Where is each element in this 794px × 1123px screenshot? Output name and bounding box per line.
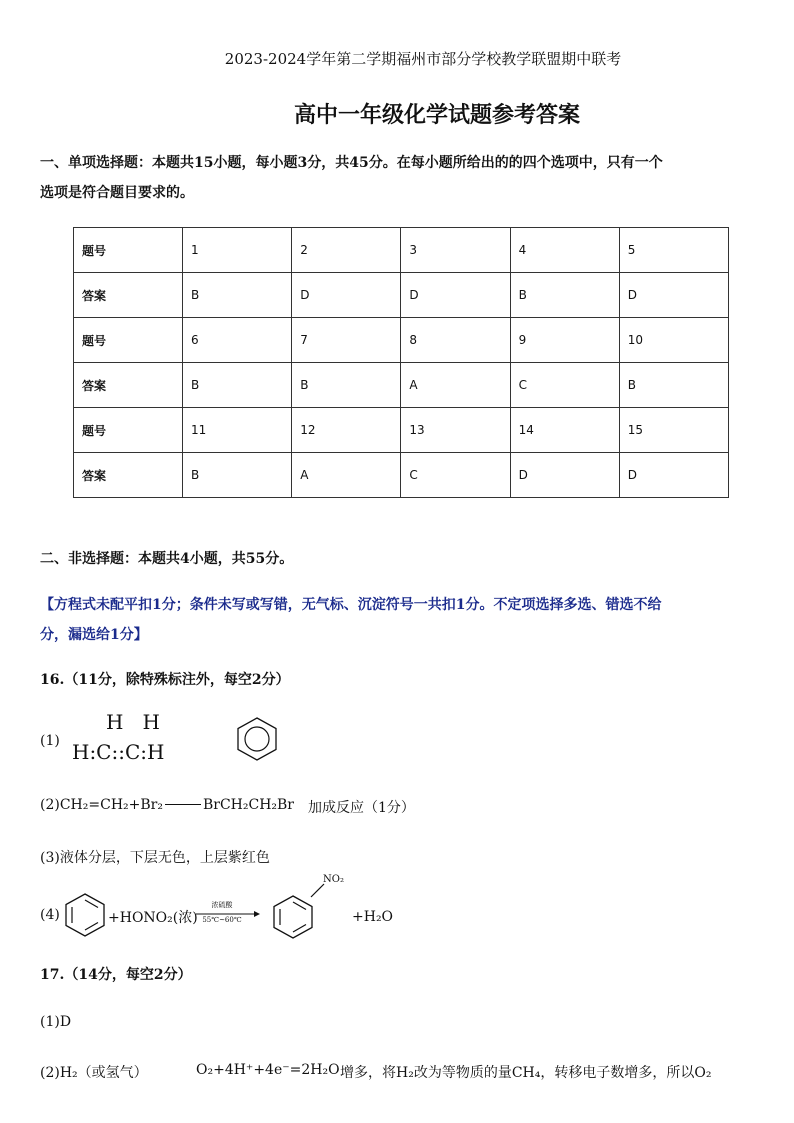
table-cell: 3 xyxy=(401,228,510,273)
table-cell: 7 xyxy=(292,318,401,363)
q16-part4-reagent: +HONO₂(浓) xyxy=(108,910,198,926)
scoring-note-line2: 分，漏选给1分】 xyxy=(40,627,148,643)
table-cell: 8 xyxy=(401,318,510,363)
table-cell: 15 xyxy=(619,408,728,453)
table-cell: D xyxy=(619,453,728,498)
table-cell: B xyxy=(619,363,728,408)
q16-part4-water: +H₂O xyxy=(352,909,394,925)
q16-part2-reactants: CH₂=CH₂+Br₂ xyxy=(59,797,163,813)
table-cell: B xyxy=(292,363,401,408)
lewis-main-row: H:C::C:H xyxy=(72,740,165,764)
table-cell: 1 xyxy=(183,228,292,273)
q16-header: 16.（11分，除特殊标注外，每空2分） xyxy=(40,672,290,688)
exam-title: 2023-2024学年第二学期福州市部分学校教学联盟期中联考 xyxy=(224,50,622,68)
table-cell: D xyxy=(292,273,401,318)
table-row-header-cell: 题号 xyxy=(74,228,183,273)
document-title: 高中一年级化学试题参考答案 xyxy=(293,102,580,128)
table-cell: 9 xyxy=(510,318,619,363)
table-row xyxy=(74,228,729,273)
table-cell: D xyxy=(401,273,510,318)
table-row-header-cell: 答案 xyxy=(74,273,183,318)
table-cell: D xyxy=(510,453,619,498)
q16-part3: (3)液体分层，下层无色，上层紫红色 xyxy=(40,850,270,866)
table-cell: A xyxy=(401,363,510,408)
table-cell: B xyxy=(183,453,292,498)
q16-part4-label: (4) xyxy=(40,907,60,923)
q17-part1: (1)D xyxy=(40,1014,72,1030)
nitrobenzene-ring-icon xyxy=(270,894,316,940)
table-cell: C xyxy=(401,453,510,498)
table-cell: B xyxy=(510,273,619,318)
reaction-arrow-icon xyxy=(165,804,201,805)
q16-part2 xyxy=(40,797,294,813)
q17-header: 17.（14分，每空2分） xyxy=(40,967,192,983)
q16-part2-label: (2) xyxy=(40,797,60,813)
section1-intro-line1: 一、单项选择题：本题共15小题，每小题3分，共45分。在每小题所给出的的四个选项中，只有一个 xyxy=(40,155,663,171)
table-cell: 11 xyxy=(183,408,292,453)
benzene-reactant-icon xyxy=(62,892,108,938)
table-row xyxy=(74,318,729,363)
nitro-group-label: NO₂ xyxy=(323,874,344,885)
table-cell: 12 xyxy=(292,408,401,453)
table-cell: 14 xyxy=(510,408,619,453)
table-row-header-cell: 题号 xyxy=(74,318,183,363)
table-cell: B xyxy=(183,363,292,408)
table-row-header-cell: 答案 xyxy=(74,363,183,408)
table-cell: C xyxy=(510,363,619,408)
table-cell: A xyxy=(292,453,401,498)
table-cell: D xyxy=(619,273,728,318)
table-cell: 6 xyxy=(183,318,292,363)
section2-intro: 二、非选择题：本题共4小题，共55分。 xyxy=(40,551,294,567)
table-cell: 2 xyxy=(292,228,401,273)
q17-part2-text: 增多，将H₂改为等物质的量CH₄，转移电子数增多，所以O₂ xyxy=(340,1065,712,1081)
table-row xyxy=(74,363,729,408)
benzene-ring-icon xyxy=(234,716,280,762)
table-row xyxy=(74,273,729,318)
answer-table xyxy=(73,227,729,498)
arrow-condition-bottom: 55℃~60℃ xyxy=(202,916,242,924)
q17-part2-label: (2)H₂（或氢气） xyxy=(40,1065,148,1081)
table-cell: 13 xyxy=(401,408,510,453)
table-cell: 5 xyxy=(619,228,728,273)
q16-part1-label: (1) xyxy=(40,733,60,749)
q16-part2-type: 加成反应（1分） xyxy=(308,800,415,816)
table-cell: 4 xyxy=(510,228,619,273)
ethylene-electron-formula xyxy=(72,710,192,770)
lewis-top-hydrogens: H H xyxy=(106,710,160,734)
arrow-condition-top: 浓硫酸 xyxy=(211,901,233,909)
q17-part2-equation: O₂+4H⁺+4e⁻=2H₂O xyxy=(196,1062,340,1078)
section1-intro-line2: 选项是符合题目要求的。 xyxy=(40,185,194,201)
scoring-note-line1: 【方程式未配平扣1分；条件未写或写错，无气标、沉淀符号一共扣1分。不定项选择多选、错选不给 xyxy=(40,597,662,613)
table-cell: B xyxy=(183,273,292,318)
table-cell: 10 xyxy=(619,318,728,363)
table-row-header-cell: 题号 xyxy=(74,408,183,453)
q16-part2-product: BrCH₂CH₂Br xyxy=(202,797,294,813)
table-row-header-cell: 答案 xyxy=(74,453,183,498)
table-row xyxy=(74,453,729,498)
nitration-arrow xyxy=(196,902,260,926)
scoring-note xyxy=(40,590,760,650)
table-row xyxy=(74,408,729,453)
section1-intro xyxy=(40,148,760,208)
